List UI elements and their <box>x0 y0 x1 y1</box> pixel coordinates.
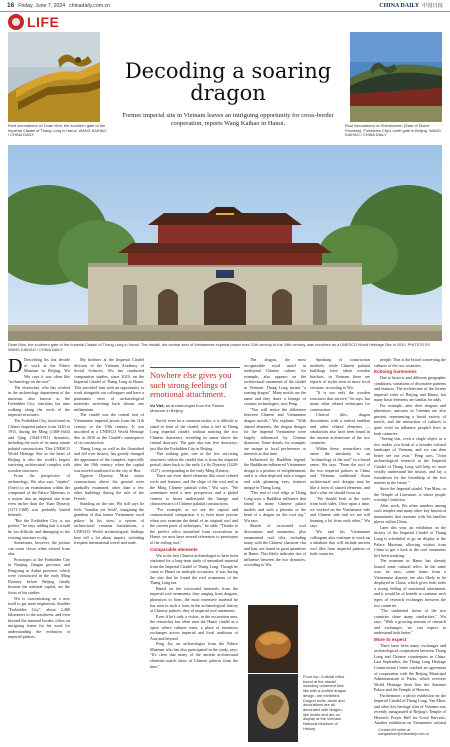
paragraph: Sometimes, however, the picture can come closer when viewed from afar. <box>8 540 70 557</box>
page-header <box>0 0 450 12</box>
paragraph: Since the Imperial citadel, Van Mieu, or the Temple of Literature, is where people worship Confucius. <box>374 486 446 503</box>
paragraph: Due to historic and different geographic conditions, variations of decorative patterns and features. The architecture of the former imperial cities of Beijing and Hanoi, but many basic elements are similar, he adds. <box>374 375 446 403</box>
page-url: chinadaily.com.cn <box>69 2 111 9</box>
paragraph: The citadel was the central seat of Vietnamese imperial power from the 11th century to the 19th century. It was inscribed as a UNESCO World Heritage Site in 2010 as the Citadel's masterpiece of its construction. <box>74 412 144 446</box>
subheading-comparable: Comparable elements <box>150 546 198 552</box>
photo-roof-shenwumen <box>350 32 442 122</box>
paragraph: After work, Wu often wanders among such temples and many other key historical monuments that resonate with his familiar places within China. <box>374 502 446 525</box>
life-section-icon <box>8 14 24 30</box>
paragraph: Describing his last decade of work at the Palace Museum in Beijing, Wu Wei says it was often like "archaeology on the roof". <box>8 357 70 385</box>
paragraph: Nguyen Dynasty. Most major constructions above the ground were gradually examined, other than a few other buildings during the rule of the French. <box>74 473 144 501</box>
paragraph: From the perspective of archaeology, Wu also says "repairs" (fixes) to an examination within the compound of the Palace Museum, is a reason that an imperial site from even earlier than the Yuan Dynasty (1271-1368) was probably buried beneath. <box>8 473 70 518</box>
caption-main-photo: Doan Mon, the southern gate of the Imperial Citadel of Thang Long in Hanoi. The citadel, the central seat of Vietnamese imperial power from 11th century to the 19th century, was inscribed as a UNESCO World Heritage Site in 2010. PHOTOS BY WANG KAIHAO / CHINA DAILY <box>8 342 431 352</box>
subheading-more: More to expect <box>374 636 407 642</box>
paragraph: This striking gate, one of the few surviving structures within the citadel that is from the imperial period, dates back to the early Le So Dynasty (1428-1527), corresponding to the early Ming Dynasty. <box>150 451 238 473</box>
paragraph: Furthermore, a photo exhibition on the Imperial Citadel of Thang Long, Van Mieu, and other key heritage sites of Vietnam was recently inaugurated at Beijing's Temple of Heaven's Prayer Hall for Good Harvests. Another exhibition on Vietnamese cultural <box>374 692 446 726</box>
paragraph: Influenced by Buddhist legend, the Buddhism-influenced Vietnamese design is a product of enlightenment, and it is often depicted with a tongue and with gleaming eyes, features unique to Thang Long. <box>244 456 306 490</box>
pull-quote <box>150 367 240 413</box>
paragraph: "It is not only the wooden structures that survive," he says, but many other related techniques for construction. <box>310 390 370 412</box>
pull-quote-name: Vu Viet, <box>150 402 165 408</box>
article-column-6 <box>310 357 370 673</box>
drop-cap: D <box>8 357 23 377</box>
paragraph: "The traditional forms of the two countries share many similarities," Wu says. "With a growing amount of research and exchanges, we can expect to understand both better." <box>374 608 446 636</box>
paragraph: Peng Jia, an archaeologist from the Palace Museum who has also participated in the study, says: "It's clear that many of the ancient architectural elements match those of Chinese palaces from the time." <box>150 641 238 669</box>
paragraph: Speaking of construction methods, while Chinese palatial buildings have taken wooden brackets, in Vietnam there are reports of styles seen in more local versions, according to Wu. <box>310 357 370 390</box>
section-tag <box>8 14 59 30</box>
paragraph: My brothers at the Imperial Citadel division of the Vietnam Academy of Social Sciences, Wu has conducted comparative studies, since 2019, on the Imperial Citadel of Thang Long in Hanoi. This provided him with an opportunity to work alongside our colleagues and have a panoramic view of archaeological materials stretching back almost one millennium. <box>74 357 144 412</box>
paragraph: Shards of excavated roof decorations and ornaments, plus ornamented roof tiles, including many with the Chinese character chu and lian, are found in great quantities in Hanoi. This likely indicates ties of influence between the two dynasties, according to Wu. <box>244 523 306 568</box>
paragraph: Wu is concentrating on a new itself to get more inspiration. Another "Forbidden City", about 2,400 kilometers to the southwest, and even beyond the national border, offers an intriguing frame for his work for understanding the evolution of imperial palaces. <box>8 595 70 640</box>
subheading-echoing: Echoing harmonies <box>374 369 417 375</box>
paragraph: "Seeing this, even a single object or a few makes you think of a broader cultural landscape of Vietnam, and we can then better see our own," Peng says. "Joint archaeological research at the Imperial Citadel of Thang Long will help us more vividly understand the history, and lay a foundation for the friendship of the two nations in the future." <box>374 436 446 486</box>
caption-right-photo: Roof decorations on Shenwumen (Gate of Divine Prowess), Forbidden City's north gate in Beijing. WANG KAIHAO / CHINA DAILY <box>345 123 441 138</box>
paragraph: "The end of roof ridge at Thang Long uses a Buddhist influence that found in many Chinese palace models and with a phoenix or the head of a dragon on the roof top," Wu says. <box>244 490 306 523</box>
article-column-5 <box>244 357 306 603</box>
article-column-1 <box>8 357 70 745</box>
paragraph: Thang Long, as well as the flourished and fell over history, has greatly changed the appearance of the complex, especially after the 19th century when the capital was moved southward to the city of Hue. <box>74 445 144 473</box>
page-date: Friday, June 7, 2024 <box>18 2 66 9</box>
pull-quote-text: Nowhere else gives you such strong feelings of emotional attachment. <box>150 370 232 399</box>
paragraph: For example, after their dragons and phoenixes, unicorns in Vietnam are also present, representing a broad variety of motifs, and the interaction of cultures is quite vivid on influence people's lives in both countries. <box>374 402 446 436</box>
page-number: 16 <box>7 2 15 9</box>
headline: Decoding a soaring dragon <box>124 59 332 105</box>
paragraph: Surely even for a common visitor, it is difficult to stand in front of the citadel, what is left in Thang Long imperial citadel, without noticing the two Chinese characters, revealing its name above the central doorway. The gate also has five doorways, just like the Forbidden City in Beijing. <box>150 418 238 451</box>
article-column-7 <box>374 357 446 727</box>
paragraph: Wu is the first Chinese archaeologist to have been stationed for a long-term study of unearthed material from the Imperial Citadel of Thang Long. Though he came to Hanoi on multiple occasions, it was during the stay that he found the roof ornaments of the Thang Long era. <box>150 552 238 586</box>
paragraph: "We should look at the roofs from both sides. Once upon a time, we worked on the Vietnamese side and Chinese side and we are still learning a lot from each other," Wu says. <box>310 495 370 529</box>
section-name: LIFE <box>27 14 60 30</box>
photo-roof-doan-mon <box>8 32 100 122</box>
pull-quote-role: an archaeologist from the Palace Museum in Beijing <box>150 402 225 413</box>
photo-doan-mon-gate <box>8 145 442 341</box>
paragraph: Clinical tiles, dragon decorations with a central emblem and other related elements — similarities also have been found in the ancient architecture of the two countries. <box>310 412 370 446</box>
paragraph: "But the Forbidden City is too perfect," he says, adding that it would be too difficult and damaging to the existing structure to dig. <box>8 517 70 540</box>
contact-line: Contact the writer at wangkaihao@chinadaily.com.cn <box>378 728 430 737</box>
paragraph: Wu and his Vietnamese colleagues also continue to work on a database that will include ancient roof tiles from imperial palaces of both countries. <box>310 528 370 557</box>
brand-name: CHINA DAILY <box>379 2 420 9</box>
paragraph: Later this year, an exhibition on the history of the Imperial Citadel of Thang Long is scheduled to go on display at the Palace Museum, allowing visitors from China to get a look at the roof ornaments he's been studying. <box>374 524 446 558</box>
paragraph: people. That is the broad concerning the cultures of the two countries. <box>374 357 446 368</box>
photo-cultural-relics <box>248 605 298 742</box>
caption-bottom-photo: From top: Cultural relics found at the citadel, including ornament tiles like with a crafted dragon design, are exhibited. Dragon roofs, ducts and decorations are all decorated with dragon-like motifs and are on display at the Vietnam National Museum of History. <box>303 674 347 731</box>
brand-name-cn: 中国日报 <box>422 3 443 9</box>
paragraph: Based on the excavated materials from the imperial roof ornaments, they ranging from dragons, phoenixes to lions, the most extensive material he has seen in such a form in the archaeological history of Chinese palaces, they of imperial roof ornaments. <box>150 585 238 614</box>
caption-left-photo: Roof decorations on Doan Mon, the southern gate of the Imperial Citadel of Thang Long in Hanoi. WANG KAIHAO / CHINA DAILY <box>8 123 107 138</box>
paragraph: The Forbidden City, functioned as China's imperial palace from 1420 to 1911, during the Ming (1368-1644) and Qing (1644-1911) dynasties, including the roofs of its many ornate palatial constructions. This UNESCO World Heritage Site in the heart of Beijing is also the world's largest surviving architectural complex with wooden structures. <box>8 418 70 473</box>
paragraph: There are even dated elements like more refined roofs and features, and the slope of the roof and at the Ming Chinese palatial roles," Wu says. "We sometimes need a new perspective and a global context to better understand the lineage and characteristics of Chinese palatial constructions. <box>150 473 238 507</box>
dek: Former imperial site in Vietnam leaves an intriguing opportunity for cross-border cooperation, reports Wang Kaihao in Hanoi. <box>122 112 334 127</box>
article-column-2 <box>74 357 144 745</box>
paragraph: "For example, as we see the capital and constructional comparison it is even more precise when you examine the detail of an original roof and the current point of techniques," he adds. "Thanks to the perfect relics unearthed from excavations in Hanoi, we now have several references to prototypes of the ceiling roof." <box>150 506 238 546</box>
paragraph: Prototypes of the Forbidden City in Nanjing, Jiangsu province, and Fengyang in Anhui province, which were constructed in the early Ming Dynasty before Beijing finally became the national capital, are the focus of his studies. <box>8 556 70 595</box>
paragraph: Standing on the site, Wu still says he feels "familiar yet fresh", imagining the grandeur of that former Vietnamese royal palace. In his view, a system of architectural remains foundations, a UNESCO World archaeological findings here tell a lot about impact, including frequent international travel and trade. <box>74 501 144 546</box>
article-column-3 <box>150 418 238 745</box>
paragraph: The museum in Hanoi has already loaned some cultural relics. In the same way, he says, some items from a Vietnamese dynasty are also likely to be displayed in China, which gives both sides a strong feeling of emotional attachment, and it would be of benefit to continue such types of research exchanges between the two countries. <box>374 558 446 608</box>
paragraph: Even if he's only a visitor, in the excavation area, the researcher has often seen the Hanoi citadel as a space where cultures meet, a place of enormous exchanges across imperial and local traditions of Asia and beyond. <box>150 613 238 641</box>
paragraph: There have been many exchanges and archaeological cooperation between Thang Long and Chinese counterparts in China. Last September, the Thang Long Heritage Conservation Center reached an agreement of cooperation with the Beijing Municipal Administration of Parks, which oversees World Heritage Sites like the Summer Palace and the Temple of Heaven. <box>374 642 446 693</box>
paragraph: The dragon, the most recognizable royal motif in traditional Chinese culture, for example, also appears on the architectural ornaments of the citadel in Vietnam. Thang Long means "a soaring dragon". Many motifs are the same and they share a lineage of ceramic technologies, says Peng. <box>244 357 306 407</box>
paragraph: Within these, researchers can sense the similarity to an "archaeology of the roof" in a broad sense, Wu says. "From the roof of the two imperial palaces in China and Vietnam, traditional Asian architectural roof designs may be like a form of shared elements, and that's what we should focus on. <box>310 445 370 496</box>
paragraph: The researcher, who has worked in the archaeology department of the museum, also known as the Forbidden City, cherishes his time walking along the roofs of the imperial structures. <box>8 384 70 418</box>
paragraph: "You will notice the difference between Chinese and Vietnamese dragon motifs," Wu explains. "With shared elements, the dragon designs for the imperial Vietnamese were largely influenced by Chinese dynasties. Some details, for example, are unique to local preferences or interests at that time. <box>244 406 306 457</box>
